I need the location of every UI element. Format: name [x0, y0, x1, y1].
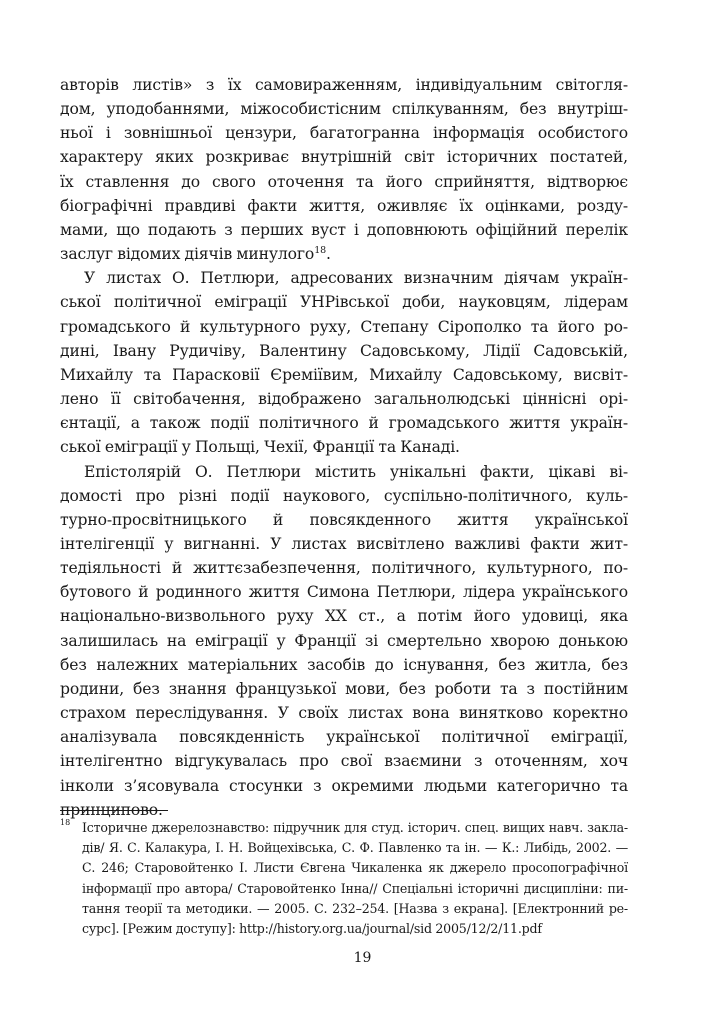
text-line: інколи з’ясовувала стосунки з окремими людьми категорично та — [60, 776, 628, 795]
text-line: авторів листів» з їх самовираженням, індивідуальним світогля- — [60, 76, 628, 94]
text-line: родини, без знання французької мови, без роботи та з постійним — [60, 679, 628, 698]
footnote-divider — [60, 810, 168, 811]
paragraph-3 — [60, 460, 628, 822]
text-line-last: принципово. — [60, 800, 163, 819]
text-line: Епістолярій О. Петлюри містить унікальні факти, цікаві ві- — [84, 462, 628, 481]
main-text — [60, 73, 628, 822]
footnote-line: тання теорії та методики. — 2005. С. 232–254. [Назва з екрана]. [Електронний ре- — [82, 900, 628, 916]
text-fragment: заслуг відомих діячів минулого — [60, 245, 315, 264]
text-line: дом, уподобаннями, міжособистісним спілкуванням, без внутріш- — [60, 100, 628, 119]
text-line-last — [60, 242, 628, 266]
text-line: інтелігенції у вигнанні. У листах висвітлено важливі факти жит- — [60, 534, 628, 553]
footnote-number: 18 — [60, 818, 71, 827]
text-line: домості про різні події наукового, суспільно-політичного, куль- — [60, 486, 628, 505]
text-line: їх ставлення до свого оточення та його сприйняття, відтворює — [60, 172, 628, 191]
footnote-line: інформації про автора/ Старовойтенко Інна// Спеціальні історичні дисципліни: пи- — [82, 880, 628, 896]
text-line: біографічні правдиві факти життя, оживляє їх оцінками, розду- — [60, 196, 628, 215]
text-line: громадського й культурного руху, Степану Сірополко та його ро- — [60, 317, 628, 336]
text-line: без належних матеріальних засобів до існування, без житла, без — [60, 655, 628, 674]
text-line: ської політичної еміграції УНРівської доби, науковцям, лідерам — [60, 293, 628, 312]
text-line-last: ської еміграції у Польщі, Чехії, Франції та Канаді. — [60, 438, 460, 457]
text-line: бутового й родинного життя Симона Петлюри, лідера українського — [60, 583, 628, 602]
text-line: характеру яких розкриває внутрішній світ історичних постатей, — [60, 148, 628, 167]
text-line: Михайлу та Парасковії Єреміївим, Михайлу Садовському, висвіт- — [60, 365, 628, 384]
text-line: єнтації, а також події політичного й громадського життя україн- — [60, 414, 628, 433]
footnote-line-last: сурс]. [Режим доступу]: http://history.org.ua/journal/sid 2005/12/2/11.pdf — [82, 921, 542, 937]
footnote-reference: 18 — [314, 244, 326, 256]
text-line: національно-визвольного руху XX ст., а потім його удовиці, яка — [60, 607, 628, 626]
paragraph-1 — [60, 73, 628, 266]
text-line: страхом переслідування. У своїх листах вона винятково коректно — [60, 704, 628, 723]
text-line: У листах О. Петлюри, адресованих визначним діячам україн- — [84, 269, 628, 288]
footnote-line: дів/ Я. С. Калакура, І. Н. Войцехівська, С. Ф. Павленко та ін. — К.: Либідь, 2002. — — [82, 840, 628, 856]
text-line: залишилась на еміграції у Франції зі смертельно хворою донькою — [60, 631, 628, 650]
text-line: ньої і зовнішньої цензури, багатогранна інформація особистого — [60, 124, 628, 143]
text-line: інтелігентно відгукувалась про свої взаємини з оточенням, хоч — [60, 752, 628, 771]
text-line: лено її світобачення, відображено загальнолюдські ціннісні орі- — [60, 390, 628, 409]
text-line: аналізувала повсякденність української політичної еміграції, — [60, 728, 628, 747]
footnote-line: С. 246; Старовойтенко І. Листи Євгена Чикаленка як джерело просопографічної — [82, 860, 628, 876]
text-line: мами, що подають з перших вуст і доповнюють офіційний перелік — [60, 220, 628, 239]
text-fragment: . — [325, 245, 331, 264]
text-line: тедіяльності й життєзабезпечення, політичного, культурного, по- — [60, 559, 628, 578]
text-line: дині, Івану Рудичіву, Валентину Садовському, Лідії Садовській, — [60, 341, 628, 360]
paragraph-2 — [60, 266, 628, 459]
page-number: 19 — [353, 950, 372, 966]
text-line: турно-просвітницького й повсякденного життя української — [60, 510, 628, 529]
footnote — [60, 818, 628, 939]
footnote-line: Історичне джерелознавство: підручник для студ. історич. спец. вищих навч. закла- — [82, 820, 628, 835]
